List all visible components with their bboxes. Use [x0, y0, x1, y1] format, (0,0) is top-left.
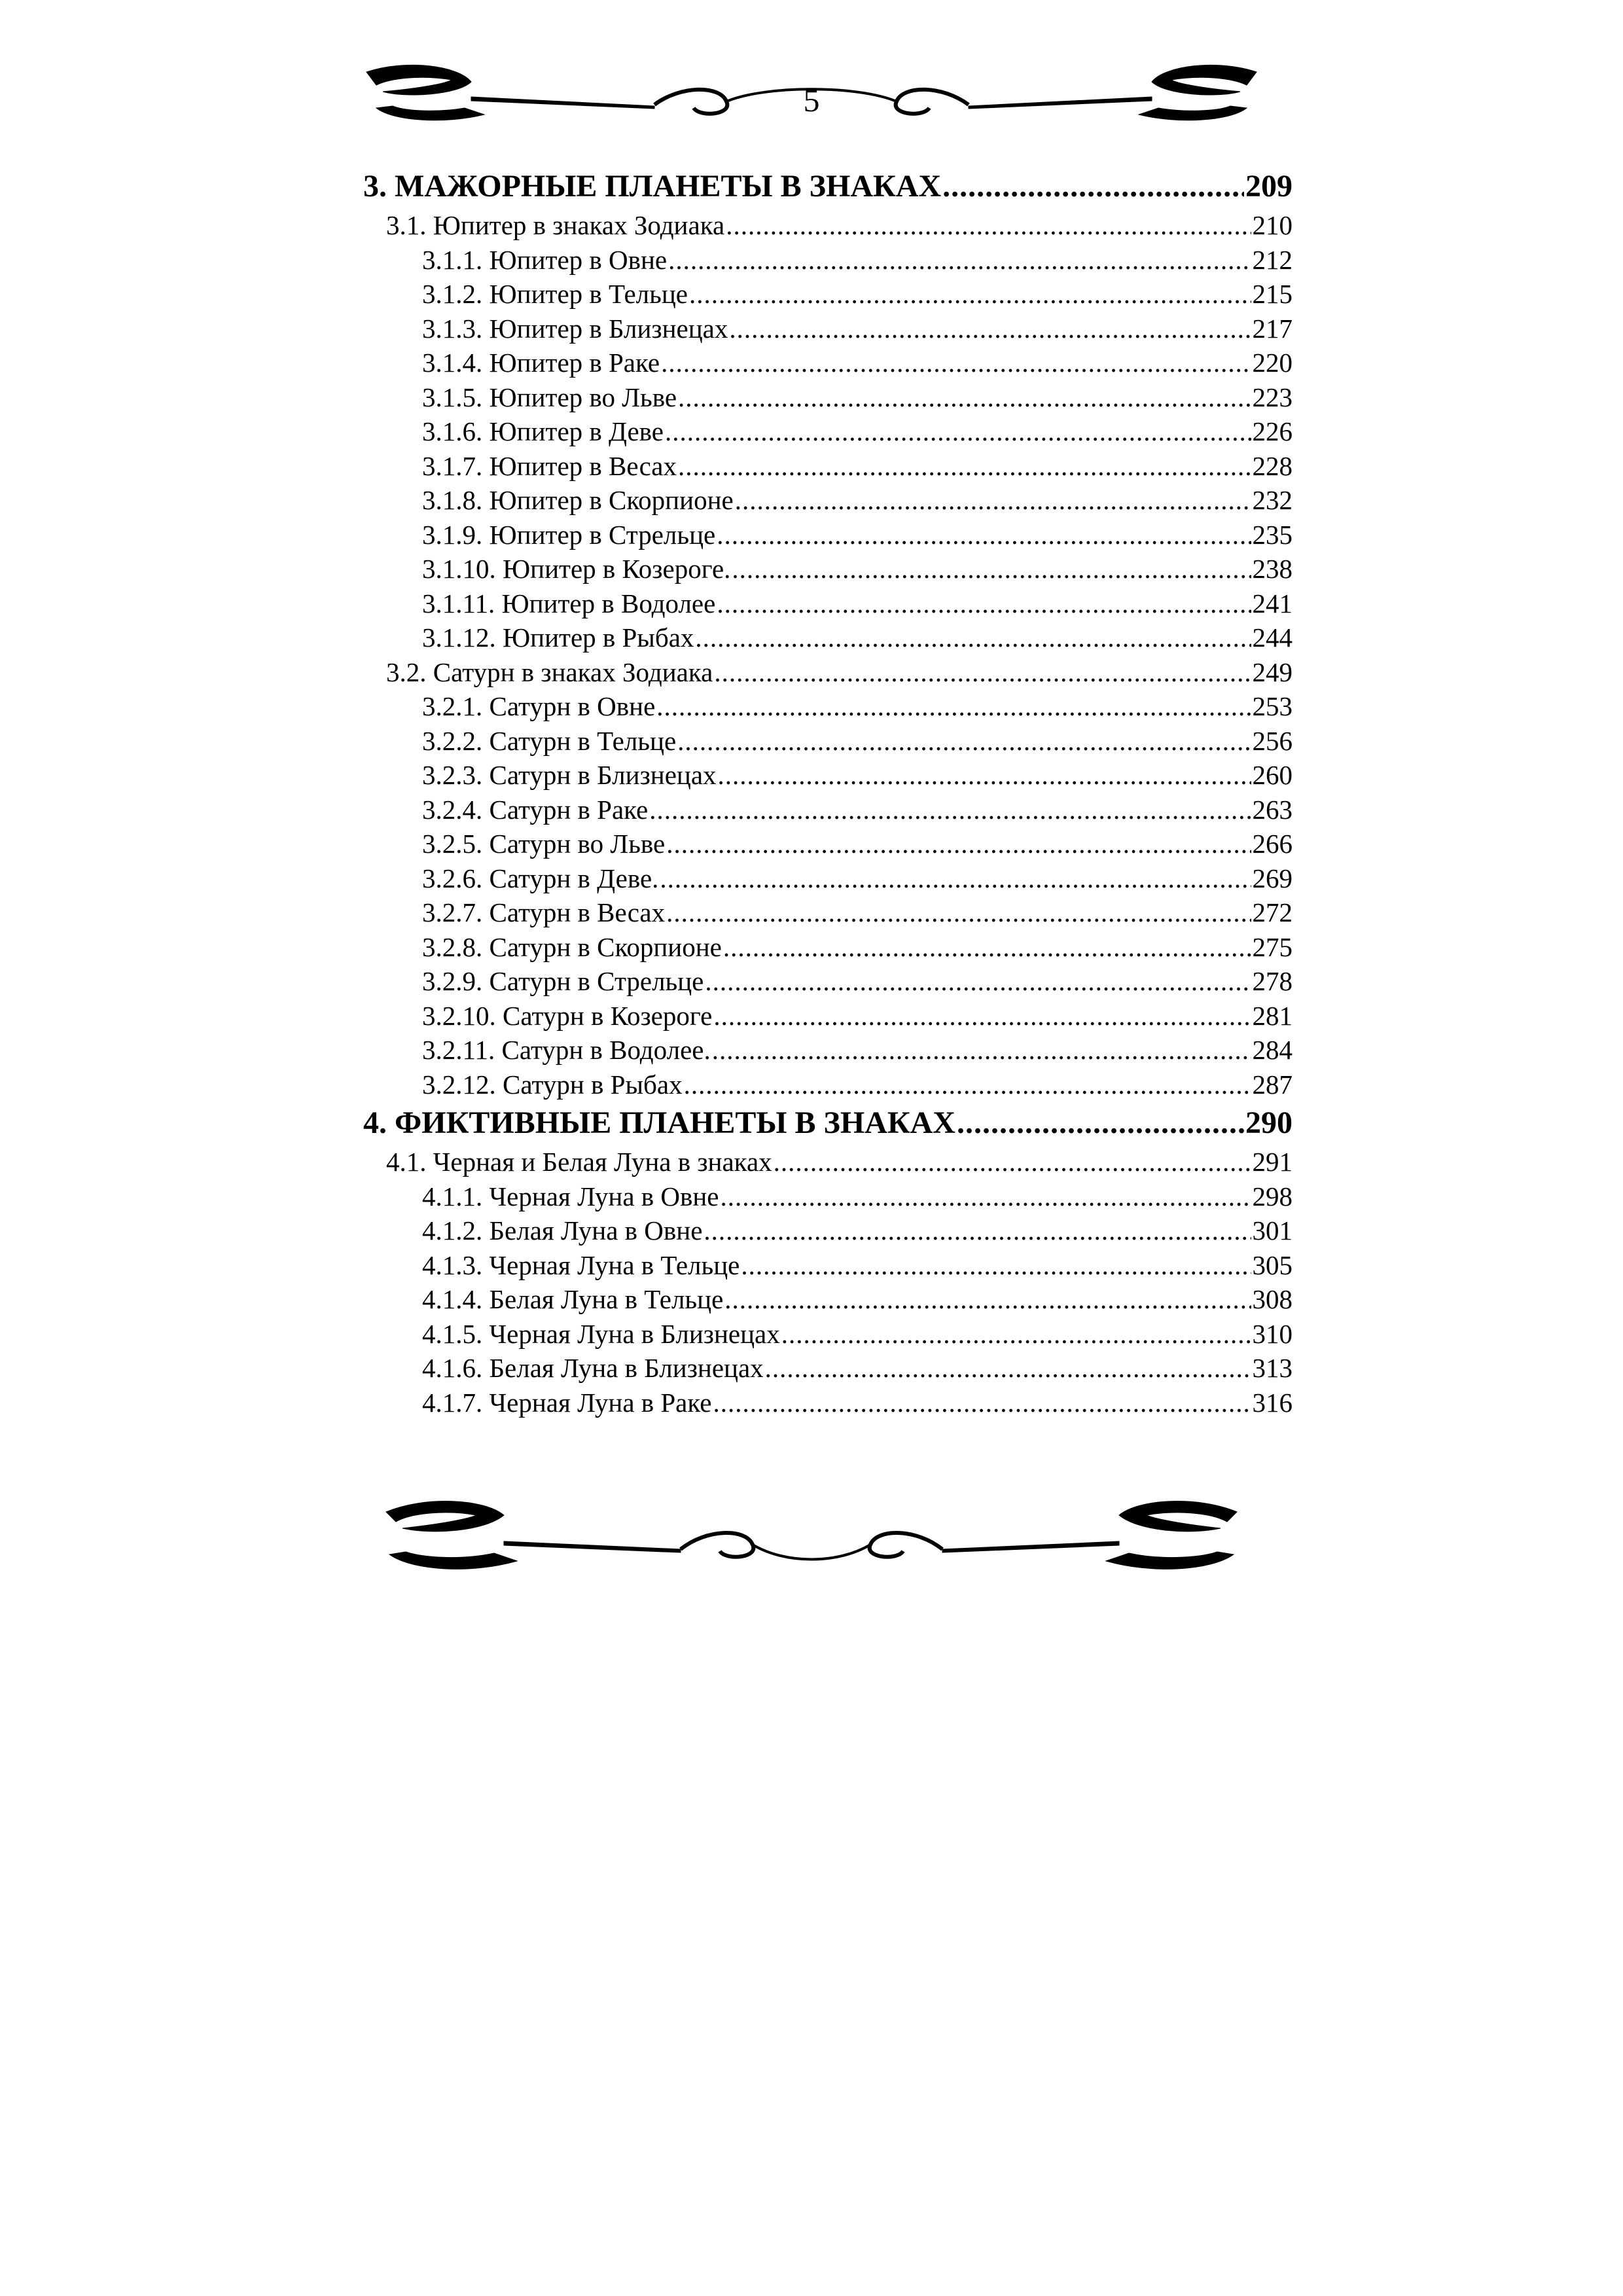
toc-dot-leader — [689, 277, 1251, 312]
toc-entry-page: 287 — [1252, 1069, 1293, 1100]
toc-entry-title: 3.1.11. Юпитер в Водолее — [422, 588, 716, 619]
toc-dot-leader — [649, 793, 1251, 827]
toc-entry-title: 3.2.10. Сатурн в Козероге — [422, 1000, 713, 1031]
toc-entry-title: 3.1.2. Юпитер в Тельце — [422, 279, 688, 309]
toc-section-entry — [363, 1145, 1293, 1179]
toc-entry-title: 4.1.7. Черная Луна в Раке — [422, 1387, 712, 1418]
swirl-ornament-icon — [0, 1476, 1623, 1581]
toc-entry-page: 249 — [1252, 656, 1293, 687]
toc-subsection-entry — [363, 449, 1293, 484]
toc-dot-leader — [724, 1282, 1251, 1317]
toc-entry-title: 4.1.2. Белая Луна в Овне — [422, 1215, 703, 1246]
toc-subsection-entry — [363, 586, 1293, 621]
toc-subsection-entry — [363, 380, 1293, 415]
toc-entry-title: 3.2.11. Сатурн в Водолее. — [422, 1035, 711, 1065]
toc-subsection-entry — [363, 1067, 1293, 1102]
toc-dot-leader — [661, 346, 1251, 380]
toc-entry-title: 4.1.1. Черная Луна в Овне — [422, 1181, 719, 1211]
toc-subsection-entry — [363, 1317, 1293, 1352]
toc-entry-title: 3.2. Сатурн в знаках Зодиака — [386, 656, 713, 687]
toc-entry-title: 3.2.1. Сатурн в Овне — [422, 691, 656, 721]
toc-subsection-entry — [363, 243, 1293, 278]
toc-subsection-entry — [363, 1282, 1293, 1317]
toc-subsection-entry — [363, 414, 1293, 449]
toc-subsection-entry — [363, 1351, 1293, 1386]
toc-entry-title: 4.1.5. Черная Луна в Близнецах — [422, 1318, 780, 1349]
toc-entry-page: 290 — [1245, 1105, 1293, 1140]
toc-dot-leader — [718, 758, 1251, 793]
bottom-ornament-border — [0, 1476, 1623, 1581]
toc-entry-title: 4.1. Черная и Белая Луна в знаках — [386, 1147, 772, 1177]
toc-entry-title: 3.1.6. Юпитер в Деве — [422, 416, 664, 446]
toc-subsection-entry — [363, 1033, 1293, 1067]
toc-entry-page: 210 — [1252, 210, 1293, 240]
toc-subsection-entry — [363, 483, 1293, 518]
toc-section-entry — [363, 655, 1293, 690]
toc-entry-title: 3.2.9. Сатурн в Стрельце — [422, 966, 704, 996]
toc-entry-page: 284 — [1252, 1035, 1293, 1065]
toc-dot-leader — [705, 964, 1251, 999]
toc-entry-page: 232 — [1252, 485, 1293, 515]
toc-entry-page: 220 — [1252, 348, 1293, 378]
toc-subsection-entry — [363, 758, 1293, 793]
toc-entry-title: 3.1.12. Юпитер в Рыбах — [422, 622, 694, 653]
toc-entry-page: 226 — [1252, 416, 1293, 446]
toc-entry-page: 244 — [1252, 622, 1293, 653]
toc-entry-title: 3.1.9. Юпитер в Стрельце — [422, 519, 716, 550]
toc-entry-page: 238 — [1252, 554, 1293, 584]
toc-entry-title: 3.2.12. Сатурн в Рыбах — [422, 1069, 683, 1100]
toc-entry-page: 305 — [1252, 1249, 1293, 1280]
toc-dot-leader — [704, 1213, 1251, 1248]
table-of-contents — [363, 165, 1293, 1420]
toc-entry-title: 3.2.5. Сатурн во Льве — [422, 829, 666, 859]
toc-entry-page: 272 — [1252, 897, 1293, 927]
toc-entry-title: 3.2.2. Сатурн в Тельце — [422, 725, 677, 756]
toc-subsection-entry — [363, 518, 1293, 552]
toc-subsection-entry — [363, 1248, 1293, 1283]
toc-entry-title: 4.1.3. Черная Луна в Тельце — [422, 1249, 740, 1280]
toc-dot-leader — [660, 861, 1251, 896]
toc-chapter-entry — [363, 1102, 1293, 1145]
toc-entry-title: 3.2.4. Сатурн в Раке — [422, 794, 649, 825]
toc-subsection-entry — [363, 930, 1293, 965]
toc-subsection-entry — [363, 861, 1293, 896]
toc-entry-title: 3.1.1. Юпитер в Овне — [422, 244, 668, 275]
toc-dot-leader — [656, 689, 1251, 724]
toc-dot-leader — [781, 1317, 1251, 1352]
toc-entry-page: 310 — [1252, 1318, 1293, 1349]
toc-entry-title: 4.1.6. Белая Луна в Близнецах — [422, 1353, 764, 1383]
toc-entry-title: 3.2.7. Сатурн в Весах — [422, 897, 666, 927]
toc-subsection-entry — [363, 1386, 1293, 1420]
toc-entry-title: 3.1.7. Юпитер в Весах — [422, 450, 677, 481]
toc-entry-page: 269 — [1252, 863, 1293, 893]
toc-entry-title: 3.1.10. Юпитер в Козероге. — [422, 554, 731, 584]
toc-entry-page: 241 — [1252, 588, 1293, 619]
toc-dot-leader — [714, 655, 1251, 690]
toc-subsection-entry — [363, 793, 1293, 827]
toc-dot-leader — [720, 1179, 1251, 1214]
toc-entry-page: 253 — [1252, 691, 1293, 721]
toc-entry-page: 228 — [1252, 450, 1293, 481]
toc-entry-page: 217 — [1252, 313, 1293, 344]
toc-dot-leader — [684, 1067, 1251, 1102]
toc-dot-leader — [957, 1102, 1244, 1145]
toc-entry-page: 256 — [1252, 725, 1293, 756]
toc-entry-title: 3.1.4. Юпитер в Раке — [422, 348, 660, 378]
toc-entry-page: 298 — [1252, 1181, 1293, 1211]
toc-dot-leader — [678, 380, 1251, 415]
toc-dot-leader — [723, 930, 1251, 965]
toc-entry-page: 313 — [1252, 1353, 1293, 1383]
toc-entry-title: 3.1.8. Юпитер в Скорпионе — [422, 485, 734, 515]
toc-entry-page: 260 — [1252, 760, 1293, 790]
toc-subsection-entry — [363, 895, 1293, 930]
toc-dot-leader — [713, 1386, 1251, 1420]
toc-entry-page: 301 — [1252, 1215, 1293, 1246]
toc-entry-title: 3.2.3. Сатурн в Близнецах — [422, 760, 717, 790]
toc-entry-title: 3.2.8. Сатурн в Скорпионе — [422, 931, 722, 962]
toc-dot-leader — [678, 449, 1251, 484]
toc-dot-leader — [666, 895, 1251, 930]
toc-subsection-entry — [363, 312, 1293, 346]
toc-entry-page: 275 — [1252, 931, 1293, 962]
toc-subsection-entry — [363, 964, 1293, 999]
toc-entry-page: 215 — [1252, 279, 1293, 309]
page-number: 5 — [803, 82, 820, 118]
toc-entry-title: 3.2.6. Сатурн в Деве. — [422, 863, 659, 893]
toc-dot-leader — [665, 414, 1251, 449]
toc-section-entry — [363, 208, 1293, 243]
toc-dot-leader — [774, 1145, 1251, 1179]
toc-dot-leader — [735, 483, 1251, 518]
toc-dot-leader — [666, 827, 1251, 861]
toc-entry-page: 209 — [1245, 169, 1293, 204]
toc-subsection-entry — [363, 999, 1293, 1033]
toc-dot-leader — [712, 1033, 1251, 1067]
toc-entry-page: 266 — [1252, 829, 1293, 859]
toc-dot-leader — [717, 518, 1251, 552]
toc-dot-leader — [717, 586, 1251, 621]
toc-entry-page: 212 — [1252, 244, 1293, 275]
toc-entry-page: 235 — [1252, 519, 1293, 550]
toc-subsection-entry — [363, 689, 1293, 724]
toc-dot-leader — [765, 1351, 1251, 1386]
toc-subsection-entry — [363, 552, 1293, 586]
toc-entry-page: 278 — [1252, 966, 1293, 996]
toc-dot-leader — [713, 999, 1251, 1033]
toc-entry-page: 263 — [1252, 794, 1293, 825]
toc-entry-title: 3.1.3. Юпитер в Близнецах — [422, 313, 728, 344]
toc-subsection-entry — [363, 277, 1293, 312]
toc-subsection-entry — [363, 1213, 1293, 1248]
toc-entry-page: 281 — [1252, 1000, 1293, 1031]
toc-dot-leader — [732, 552, 1251, 586]
toc-entry-title: 3.1.5. Юпитер во Льве — [422, 382, 677, 412]
toc-dot-leader — [729, 312, 1251, 346]
toc-dot-leader — [726, 208, 1251, 243]
toc-chapter-entry — [363, 165, 1293, 208]
toc-subsection-entry — [363, 724, 1293, 759]
toc-subsection-entry — [363, 620, 1293, 655]
toc-entry-title: 3.1. Юпитер в знаках Зодиака — [386, 210, 725, 240]
toc-dot-leader — [741, 1248, 1251, 1283]
toc-subsection-entry — [363, 1179, 1293, 1214]
toc-entry-title: 4. ФИКТИВНЫЕ ПЛАНЕТЫ В ЗНАКАХ — [363, 1105, 955, 1140]
toc-entry-page: 291 — [1252, 1147, 1293, 1177]
toc-entry-title: 3. МАЖОРНЫЕ ПЛАНЕТЫ В ЗНАКАХ — [363, 169, 942, 204]
toc-entry-page: 223 — [1252, 382, 1293, 412]
toc-entry-title: 4.1.4. Белая Луна в Тельце — [422, 1284, 724, 1314]
toc-dot-leader — [668, 243, 1251, 278]
toc-entry-page: 308 — [1252, 1284, 1293, 1314]
toc-dot-leader — [677, 724, 1251, 759]
toc-subsection-entry — [363, 346, 1293, 380]
toc-subsection-entry — [363, 827, 1293, 861]
toc-dot-leader — [695, 620, 1251, 655]
toc-entry-page: 316 — [1252, 1387, 1293, 1418]
toc-dot-leader — [942, 165, 1244, 208]
